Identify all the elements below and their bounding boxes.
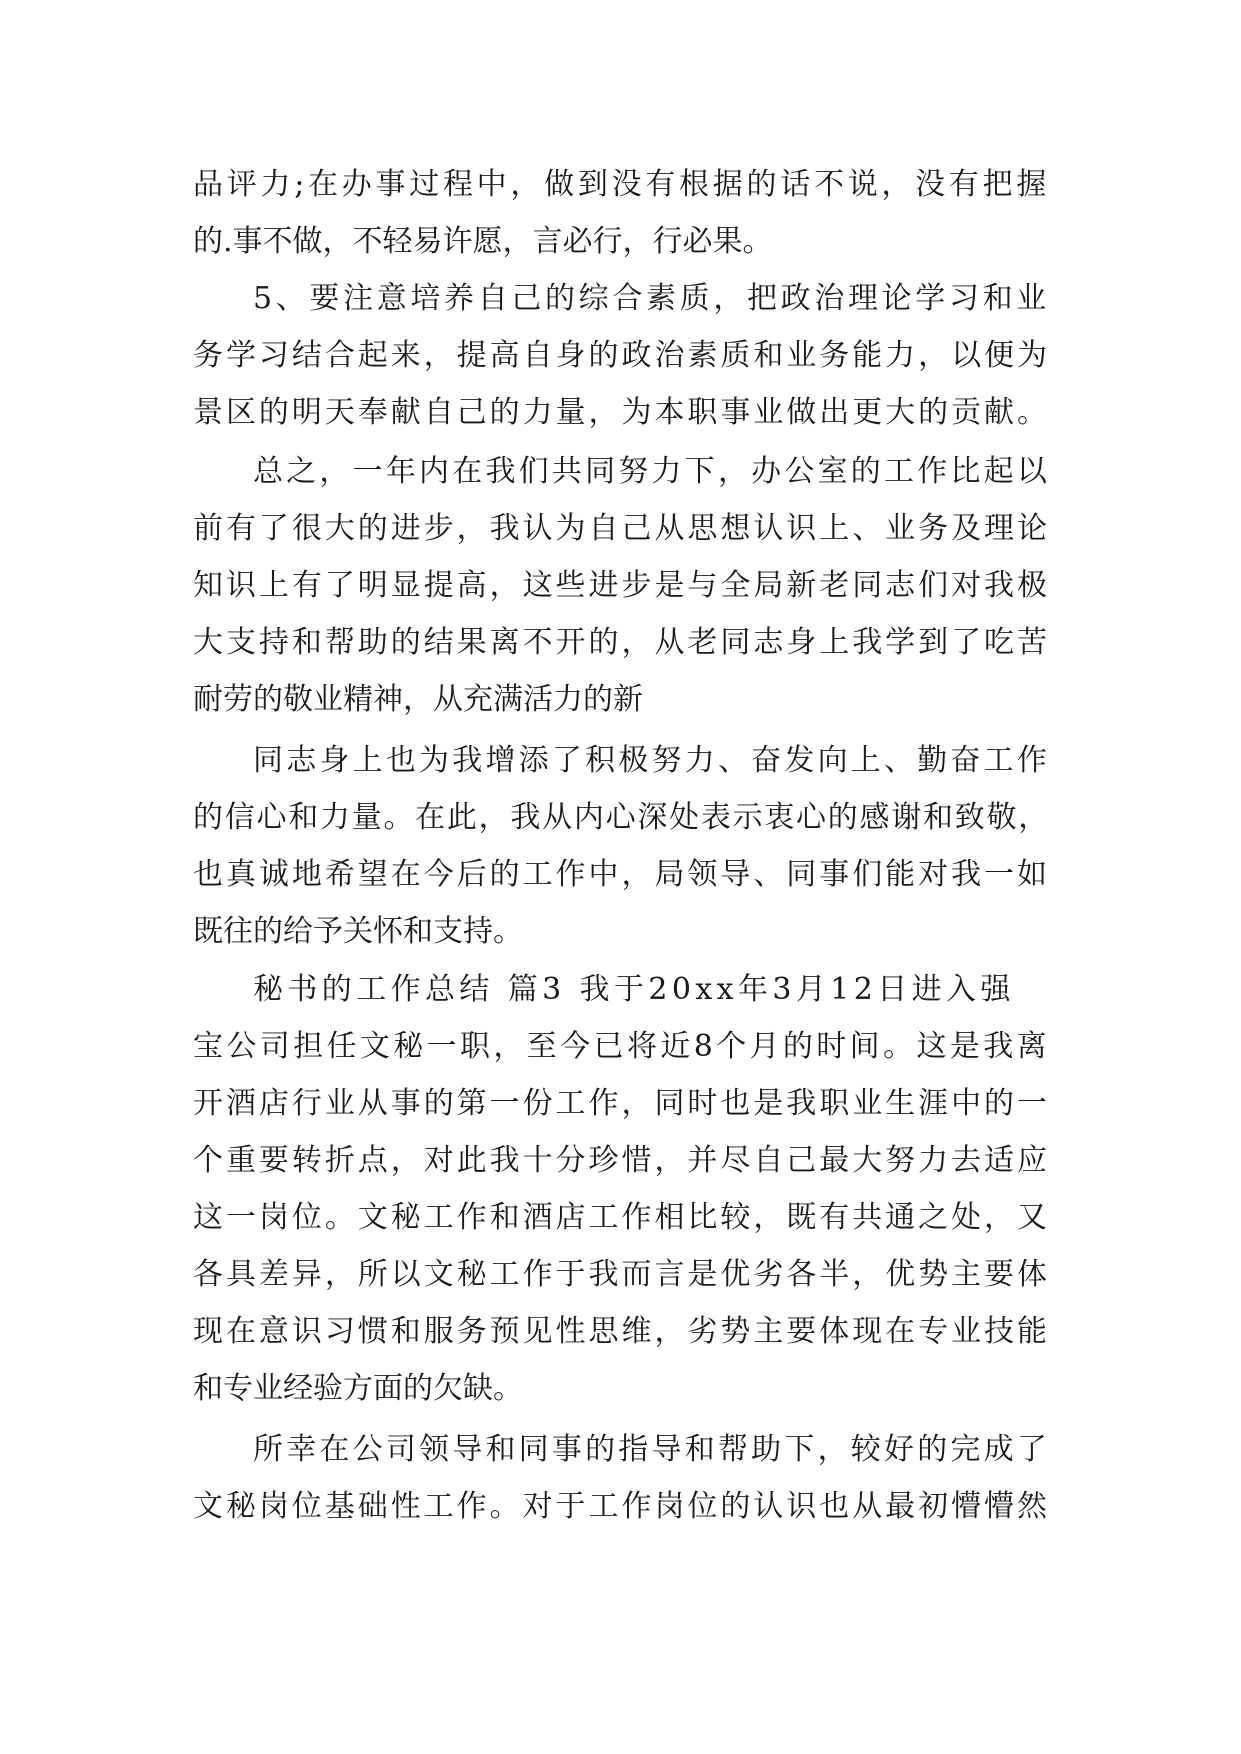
text-line: 个重要转折点，对此我十分珍惜，并尽自己最大努力去适应 (193, 1143, 1050, 1178)
text-line: 开酒店行业从事的第一份工作，同时也是我职业生涯中的一 (193, 1086, 1050, 1121)
text-line: 和专业经验方面的欠缺。 (193, 1371, 523, 1406)
text-line: 5、要注意培养自己的综合素质，把政治理论学习和业 (253, 281, 1050, 316)
text-line: 前有了很大的进步，我认为自己从思想认识上、业务及理论 (193, 511, 1050, 546)
text-line: 也真诚地希望在今后的工作中，局领导、同事们能对我一如 (193, 857, 1050, 892)
text-line: 品评力;在办事过程中，做到没有根据的话不说，没有把握 (193, 167, 1051, 202)
text-line: 所幸在公司领导和同事的指导和帮助下，较好的完成了 (253, 1432, 1051, 1467)
section-heading-line: 秘书的工作总结 篇3 我于20xx年3月12日进入强 (253, 972, 1015, 1007)
text-line: 既往的给予关怀和支持。 (193, 914, 523, 949)
text-line: 知识上有了明显提高，这些进步是与全局新老同志们对我极 (193, 568, 1050, 603)
text-line: 现在意识习惯和服务预见性思维，劣势主要体现在专业技能 (193, 1314, 1050, 1349)
text-line: 务学习结合起来，提高自身的政治素质和业务能力，以便为 (193, 338, 1050, 373)
text-line: 总之，一年内在我们共同努力下，办公室的工作比起以 (253, 454, 1051, 489)
text-line: 同志身上也为我增添了积极努力、奋发向上、勤奋工作 (253, 743, 1051, 778)
text-line: 的信心和力量。在此，我从内心深处表示衷心的感谢和致敬， (193, 800, 1050, 835)
text-line: 宝公司担任文秘一职，至今已将近8个月的时间。这是我离 (193, 1029, 1050, 1064)
text-line: 的.事不做，不轻易许愿，言必行，行必果。 (193, 224, 773, 259)
text-line: 各具差异，所以文秘工作于我而言是优劣各半，优势主要体 (193, 1257, 1050, 1292)
text-line: 大支持和帮助的结果离不开的，从老同志身上我学到了吃苦 (193, 625, 1050, 660)
text-line: 文秘岗位基础性工作。对于工作岗位的认识也从最初懵懵然 (193, 1489, 1050, 1524)
text-line: 耐劳的敬业精神，从充满活力的新 (193, 682, 643, 717)
text-line: 这一岗位。文秘工作和酒店工作相比较，既有共通之处，又 (193, 1200, 1050, 1235)
text-line: 景区的明天奉献自己的力量，为本职事业做出更大的贡献。 (193, 395, 1050, 430)
